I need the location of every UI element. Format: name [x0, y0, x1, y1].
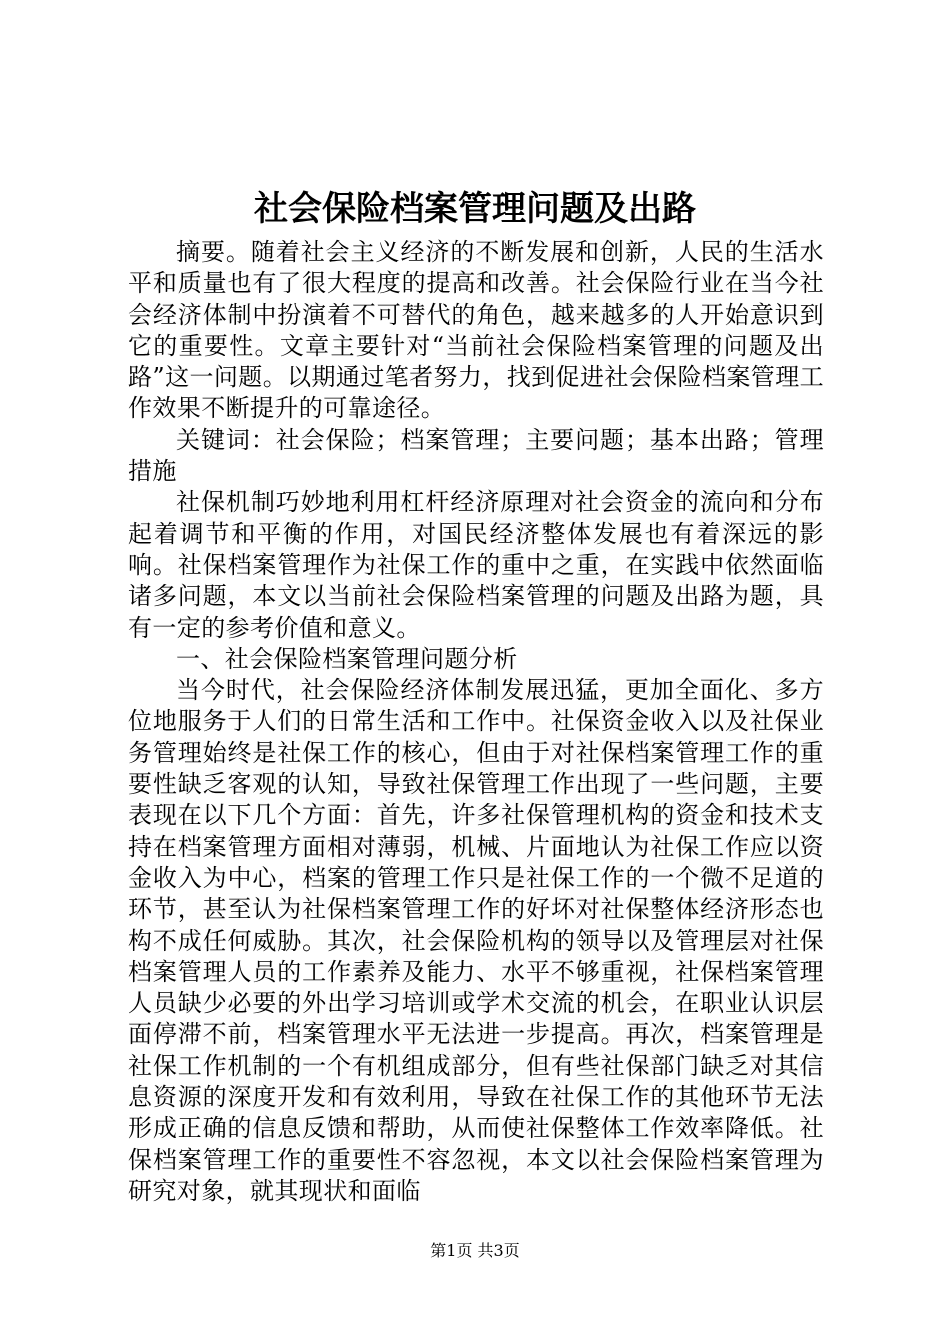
section-paragraph: 当今时代，社会保险经济体制发展迅猛，更加全面化、多方位地服务于人们的日常生活和工作中。社保资金收入以及社保业务管理始终是社保工作的核心，但由于对社保档案管理工作的重要性缺乏客观的认知，导致社保管理工作出现了一些问题，主要表现在以下几个方面：首先，许多社保管理机构的资金和技术支持在档案管理方面相对薄弱，机械、片面地认为社保工作应以资金收入为中心，档案的管理工作只是社保工作的一个微不足道的环节，甚至认为社保档案管理工作的好坏对社保整体经济形态也构不成任何威胁。其次，社会保险机构的领导以及管理层对社保档案管理人员的工作素养及能力、水平不够重视，社保档案管理人员缺少必要的外出学习培训或学术交流的机会，在职业认识层面停滞不前，档案管理水平无法进一步提高。再次，档案管理是社保工作机制的一个有机组成部分，但有些社保部门缺乏对其信息资源的深度开发和有效利用，导致在社保工作的其他环节无法形成正确的信息反馈和帮助，从而使社保整体工作效率降低。社保档案管理工作的重要性不容忽视，本文以社会保险档案管理为研究对象，就其现状和面临 [128, 676, 824, 1205]
keywords-paragraph: 关键词：社会保险；档案管理；主要问题；基本出路；管理措施 [128, 425, 824, 486]
page-footer: 第1页 共3页 [430, 1241, 520, 1260]
document-body [128, 237, 824, 1207]
document-title: 社会保险档案管理问题及出路 [254, 189, 696, 229]
section-heading: 一、社会保险档案管理问题分析 [176, 644, 518, 673]
abstract-paragraph: 摘要。随着社会主义经济的不断发展和创新，人民的生活水平和质量也有了很大程度的提高和改善。社会保险行业在当今社会经济体制中扮演着不可替代的角色，越来越多的人开始意识到它的重要性。文章主要针对“当前社会保险档案管理的问题及出路”这一问题。以期通过笔者努力，找到促进社会保险档案管理工作效果不断提升的可靠途径。 [128, 238, 824, 423]
intro-paragraph: 社保机制巧妙地利用杠杆经济原理对社会资金的流向和分布起着调节和平衡的作用，对国民经济整体发展也有着深远的影响。社保档案管理作为社保工作的重中之重，在实践中依然面临诸多问题，本文以当前社会保险档案管理的问题及出路为题，具有一定的参考价值和意义。 [128, 488, 824, 642]
